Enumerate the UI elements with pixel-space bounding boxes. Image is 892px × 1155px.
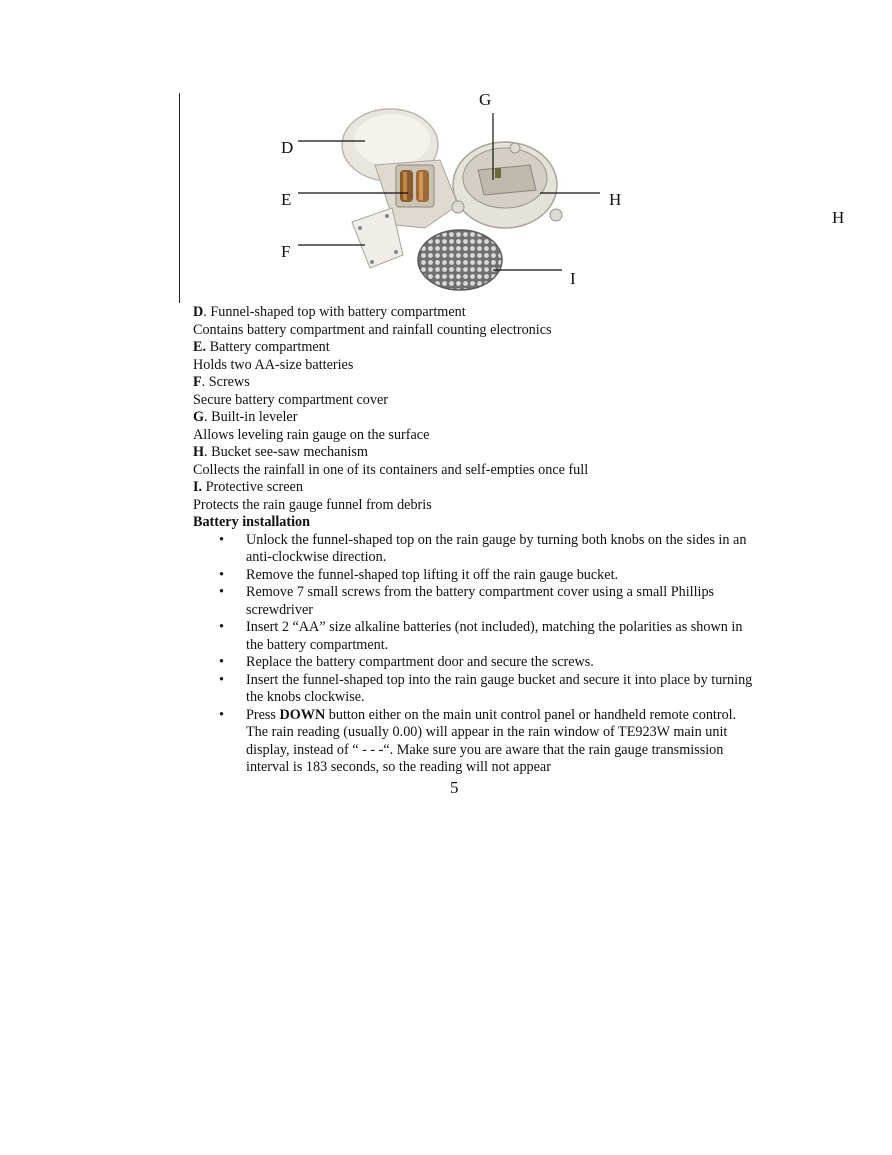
- callout-label-d: D: [281, 138, 294, 157]
- page-body: [193, 304, 753, 777]
- part-desc-d: Contains battery compartment and rainfall counting electronics: [193, 321, 552, 338]
- page-number: 5: [450, 778, 459, 797]
- part-desc-f: Secure battery compartment cover: [193, 391, 388, 408]
- installation-steps: [193, 532, 753, 777]
- funnel-top-illustration: [342, 109, 458, 228]
- part-title-g: G. Built-in leveler: [193, 409, 298, 425]
- part-title-h: H. Bucket see-saw mechanism: [193, 444, 368, 460]
- callout-label-h: H: [609, 190, 622, 209]
- section-heading: Battery installation: [193, 514, 311, 530]
- part-desc-e: Holds two AA-size batteries: [193, 356, 354, 373]
- part-title-d: D. Funnel-shaped top with battery compartment: [193, 304, 466, 320]
- list-item: • Unlock the funnel-shaped top on the rain gauge by turning both knobs on the sides in an anti-clockwise direction.: [246, 532, 753, 567]
- rain-gauge-figure: [0, 0, 892, 310]
- list-item: • Press DOWN button either on the main unit control panel or handheld remote control. The rain reading (usually 0.00) will appear in the rain window of TE923W main unit display, instead of “ - - -“. Make sure you are aware that the rain gauge transmission interval is 183 seconds, so the reading will not appear: [246, 707, 753, 777]
- part-title-e: E. Battery compartment: [193, 339, 330, 355]
- list-item: • Insert the funnel-shaped top into the rain gauge bucket and secure it into place by turning the knobs clockwise.: [246, 672, 753, 707]
- part-desc-i: Protects the rain gauge funnel from debris: [193, 496, 432, 513]
- callout-label-f: F: [281, 242, 291, 261]
- part-desc-h: Collects the rainfall in one of its containers and self-empties once full: [193, 461, 589, 478]
- list-item: • Remove 7 small screws from the battery compartment cover using a small Phillips screwdriver: [246, 584, 753, 619]
- stray-label-h: H: [832, 208, 845, 227]
- callout-label-g: G: [479, 90, 492, 109]
- part-desc-g: Allows leveling rain gauge on the surface: [193, 426, 430, 443]
- bucket-base-illustration: [452, 142, 562, 228]
- list-item: • Replace the battery compartment door and secure the screws.: [246, 654, 753, 672]
- callout-label-i: I: [570, 269, 576, 288]
- list-item: • Remove the funnel-shaped top lifting it off the rain gauge bucket.: [246, 567, 753, 585]
- list-item: • Insert 2 “AA” size alkaline batteries (not included), matching the polarities as shown in the battery compartment.: [246, 619, 753, 654]
- part-title-i: I. Protective screen: [193, 479, 303, 495]
- callout-label-e: E: [281, 190, 292, 209]
- protective-screen-illustration: [418, 230, 502, 290]
- part-title-f: F. Screws: [193, 374, 250, 390]
